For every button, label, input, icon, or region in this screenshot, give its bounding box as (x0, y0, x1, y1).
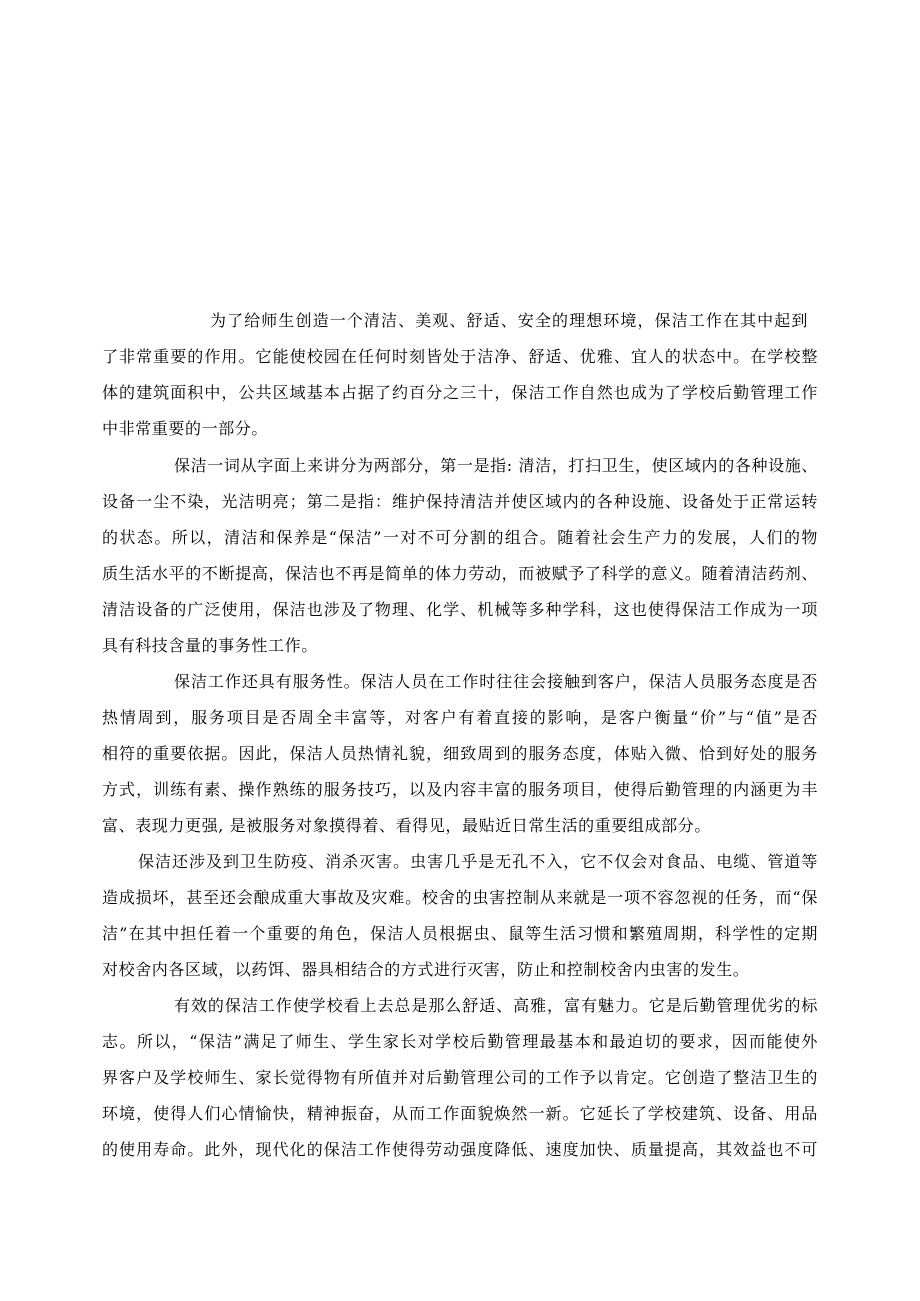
text-line: 环境，使得人们心情愉快，精神振奋，从而工作面貌焕然一新。它延长了学校建筑、设备、用品 (102, 1104, 818, 1123)
text-line: 保洁一词从字面上来讲分为两部分，第一是指: 清洁，打扫卫生，使区域内的各种设施、 (174, 456, 818, 475)
text-line: 具有科技含量的事务性工作。 (102, 636, 318, 655)
text-line: 中非常重要的一部分。 (102, 419, 269, 438)
text-line: 方式，训练有素、操作熟练的服务技巧，以及内容丰富的服务项目，使得后勤管理的内涵更为丰 (102, 780, 818, 799)
text-line: 体的建筑面积中，公共区域基本占据了约百分之三十，保洁工作自然也成为了学校后勤管理工作 (102, 383, 818, 402)
text-line: 热情周到，服务项目是否周全丰富等，对客户有着直接的影响，是客户衡量“价”与“值”是否 (102, 708, 818, 727)
text-line: 相符的重要依据。因此，保洁人员热情礼貌，细致周到的服务态度，体贴入微、恰到好处的服务 (102, 744, 818, 763)
text-line: 质生活水平的不断提高，保洁也不再是简单的体力劳动，而被赋予了科学的意义。随着清洁药剂、 (102, 564, 818, 583)
text-line: 对校舍内各区域，以药饵、器具相结合的方式进行灭害，防止和控制校舍内虫害的发生。 (102, 960, 750, 979)
text-line: 保洁还涉及到卫生防疫、消杀灭害。虫害几乎是无孔不入，它不仅会对食品、电缆、管道等 (138, 852, 818, 871)
text-line: 富、表现力更强, 是被服务对象摸得着、看得见，最贴近日常生活的重要组成部分。 (102, 816, 711, 835)
text-line: 设备一尘不染，光洁明亮；第二是指：维护保持清洁并使区域内的各种设施、设备处于正常运转 (102, 492, 818, 511)
text-line: 有效的保洁工作使学校看上去总是那么舒适、高雅，富有魅力。它是后勤管理优劣的标 (174, 996, 818, 1015)
text-line: 了非常重要的作用。它能使校园在任何时刻皆处于洁净、舒适、优雅、宜人的状态中。在学校整 (102, 347, 818, 366)
text-line: 造成损坏，甚至还会酿成重大事故及灾难。校舍的虫害控制从来就是一项不容忽视的任务，而“保 (102, 888, 818, 907)
text-line: 志。所以，“保洁”满足了师生、学生家长对学校后勤管理最基本和最迫切的要求，因而能使外 (102, 1032, 818, 1051)
text-line: 清洁设备的广泛使用，保洁也涉及了物理、化学、机械等多种学科，这也使得保洁工作成为一项 (102, 600, 818, 619)
text-line: 为了给师生创造一个清洁、美观、舒适、安全的理想环境，保洁工作在其中起到 (210, 311, 808, 330)
text-line: 保洁工作还具有服务性。保洁人员在工作时往往会接触到客户，保洁人员服务态度是否 (174, 672, 818, 691)
text-line: 的使用寿命。此外，现代化的保洁工作使得劳动强度降低、速度加快、质量提高，其效益也不可 (102, 1140, 818, 1159)
text-line: 界客户及学校师生、家长觉得物有所值并对后勤管理公司的工作予以肯定。它创造了整洁卫生的 (102, 1068, 818, 1087)
text-line: 的状态。所以，清洁和保养是“保洁”一对不可分割的组合。随着社会生产力的发展，人们的物 (102, 528, 818, 547)
text-line: 洁”在其中担任着一个重要的角色，保洁人员根据虫、鼠等生活习惯和繁殖周期，科学性的定期 (102, 924, 818, 943)
